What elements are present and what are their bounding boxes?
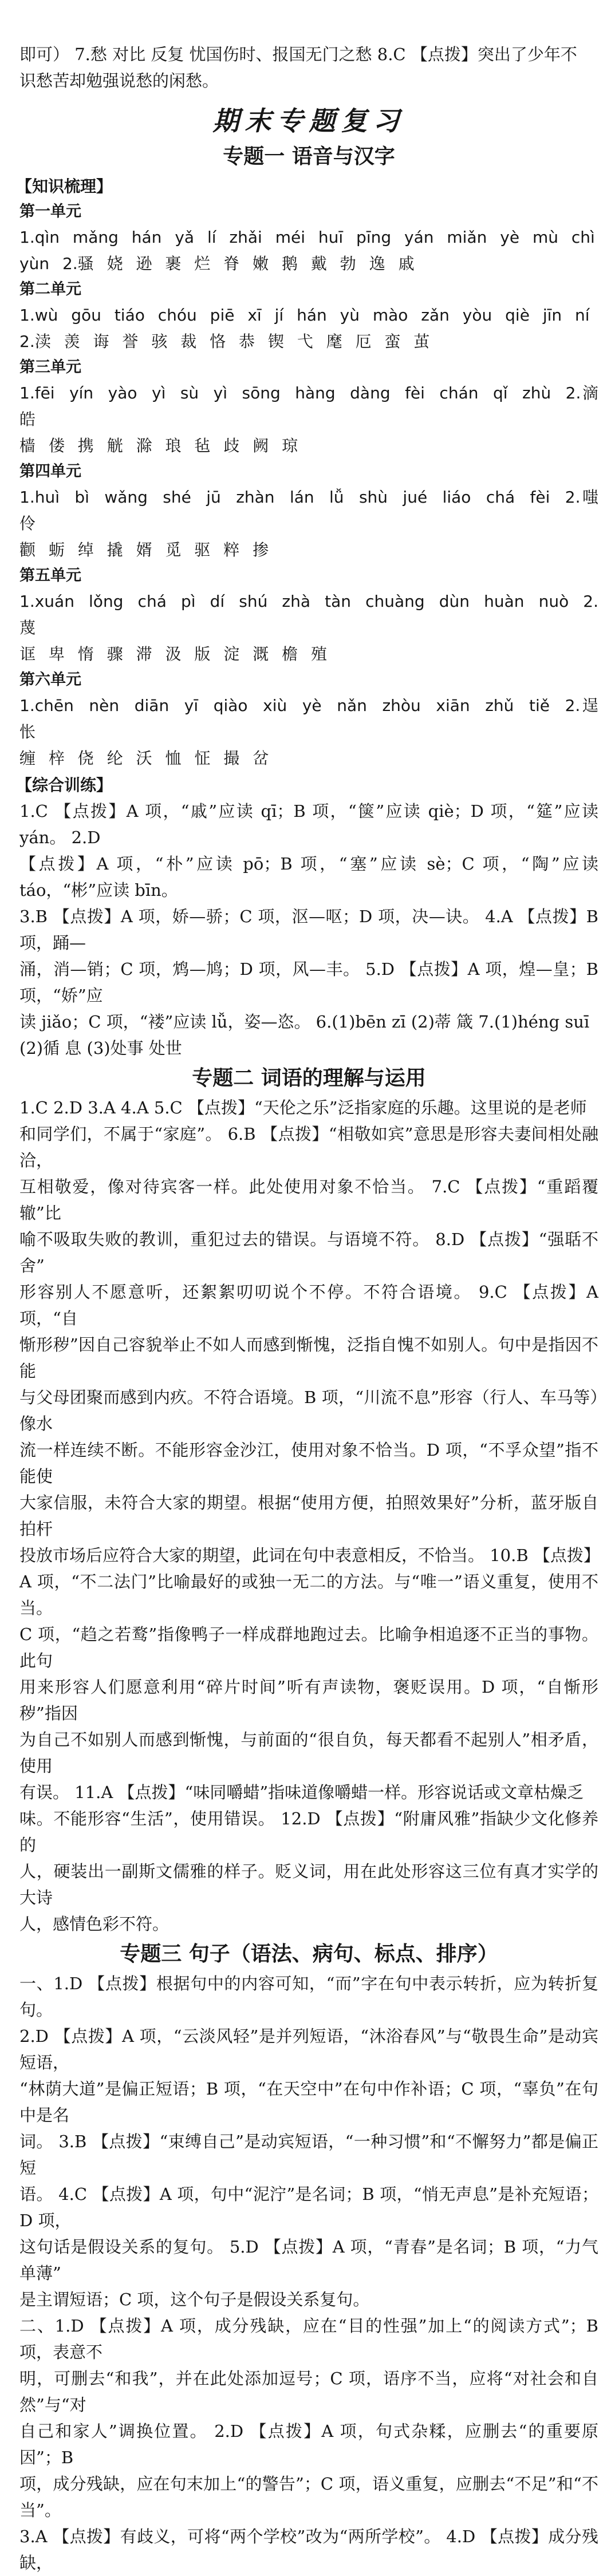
unit-line: 1.chēn nèn diān yī qiào xiù yè nǎn zhòu xiān zhǔ tiě 2.逞 怅 — [19, 696, 598, 741]
main-title: 期末专题复习 — [212, 105, 405, 136]
unit-2 — [19, 277, 598, 355]
unit-title: 第六单元 — [19, 671, 81, 689]
knowledge-label: 【知识梳理】 — [16, 177, 113, 196]
unit-line: 缠 梓 侥 纶 沃 恤 怔 撮 岔 — [19, 749, 269, 768]
unit-5 — [19, 563, 598, 667]
unit-line: yùn 2.骚 娆 逊 裹 烂 脊 嫩 鹅 戴 勃 逸 戚 — [19, 254, 415, 273]
topic3-line: 2.D 【点拨】A 项，“云淡风轻”是并列短语，“沐浴春风”与“敬畏生命”是动宾短语， — [19, 2026, 598, 2072]
unit-line: 诓 卑 惰 骤 滞 汲 版 淀 溉 檐 殖 — [19, 645, 328, 663]
unit-line: 1.huì bì wǎng shé jū zhàn lán lǚ shù jué liáo chá fèi 2.嗤 伶 — [19, 488, 598, 533]
topic2-line: 人，感情色彩不符。 — [19, 1914, 169, 1934]
topic2-line: 用来形容人们愿意利用“碎片时间”听有声读物，褒贬误用。D 项，“自惭形秽”指因 — [19, 1677, 598, 1723]
topic3-line: 是主谓短语；C 项，这个句子是假设关系复句。 — [19, 2290, 370, 2309]
topic3-line: 语。 4.C 【点拨】A 项，句中“泥泞”是名词；B 项，“悄无声息”是补充短语；D 项， — [19, 2184, 598, 2230]
topic3-block — [19, 1970, 598, 2576]
topic1-title: 专题一 语音与汉字 — [223, 144, 395, 168]
topic3-line: 自己和家人”调换位置。 2.D 【点拨】A 项，句式杂糅，应删去“的重要原因”；B — [19, 2421, 598, 2467]
unit-4 — [19, 459, 598, 563]
training-line: 读 jiǎo；C 项，“褛”应读 lǚ，姿—恣。 6.(1)bēn zī (2)蒂 箴 7.(1)héng suī — [19, 1012, 590, 1032]
unit-line: 樯 偻 携 觥 滁 琅 毡 歧 阙 琼 — [19, 436, 298, 455]
topic2-line: 人，硬装出一副斯文儒雅的样子。贬义词，用在此处形容这三位有真才实学的大诗 — [19, 1862, 598, 1907]
unit-title: 第二单元 — [19, 280, 81, 298]
topic3-line: “林荫大道”是偏正短语；B 项，“在天空中”在句中作补语；C 项，“辜负”在句中是名 — [19, 2079, 598, 2125]
topic3-line: 一、1.D 【点拨】根据句中的内容可知，“而”字在句中表示转折，应为转折复句。 — [19, 1974, 598, 2020]
unit-line: 1.wù gōu tiáo chóu piē xī jí hán yù mào zǎn yòu qiè jīn ní — [19, 306, 590, 325]
training-line: 【点拨】A 项，“朴”应读 pō；B 项，“塞”应读 sè；C 项，“陶”应读 táo，“彬”应读 bīn。 — [19, 854, 598, 900]
topic2-title: 专题二 词语的理解与运用 — [192, 1066, 426, 1090]
topic2-line: 流一样连续不断。不能形容金沙江，使用对象不恰当。D 项，“不孚众望”指不能使 — [19, 1440, 598, 1486]
unit-line: 2.渎 羡 诲 誉 骇 裁 恪 恭 锲 弋 麾 厄 蛮 茧 — [19, 332, 430, 351]
intro-line-2: 识愁苦却勉强说愁的闲愁。 — [19, 71, 219, 90]
training-line: 涌，消—销；C 项，鸩—鸠；D 项，风—丰。 5.D 【点拨】A 项，煌—皇；B 项，“娇”应 — [19, 959, 598, 1005]
topic2-line: 1.C 2.D 3.A 4.A 5.C 【点拨】“天伦之乐”泛指家庭的乐趣。这里说的是老师 — [19, 1098, 587, 1117]
topic2-block — [19, 1095, 598, 1937]
topic2-line: 有误。 11.A 【点拨】“味同嚼蜡”指味道像嚼蜡一样。形容说话或文章枯燥乏 — [19, 1783, 584, 1802]
unit-title: 第四单元 — [19, 463, 81, 480]
topic2-line: 互相敬爱，像对待宾客一样。此处使用对象不恰当。 7.C 【点拨】“重蹈覆辙”比 — [19, 1177, 598, 1223]
unit-1 — [19, 199, 598, 277]
topic2-line: 惭形秽”因自己容貌举止不如人而感到惭愧，泛指自愧不如别人。句中是指因不能 — [19, 1335, 598, 1381]
topic3-line: 这句话是假设关系的复句。 5.D 【点拨】A 项，“青春”是名词；B 项，“力气单薄” — [19, 2237, 598, 2283]
topic3-line: 项，成分残缺，应在句末加上“的警告”；C 项，语义重复，应删去“不足”和“不当”。 — [19, 2474, 598, 2520]
topic3-line: 词。 3.B 【点拨】“束缚自己”是动宾短语，“一种习惯”和“不懈努力”都是偏正短 — [19, 2132, 598, 2178]
unit-line: 颧 蛎 绰 撬 婿 觅 驱 粹 掺 — [19, 540, 269, 559]
topic2-line: 喻不吸取失败的教训，重犯过去的错误。与语境不符。 8.D 【点拨】“强聒不舍” — [19, 1230, 598, 1275]
topic2-line: 与父母团聚而感到内疚。不符合语境。B 项，“川流不息”形容（行人、车马等）像水 — [19, 1388, 598, 1433]
unit-title: 第一单元 — [19, 203, 81, 220]
unit-title: 第三单元 — [19, 358, 81, 376]
topic2-line: 形容别人不愿意听，还絮絮叨叨说个不停。不符合语境。 9.C 【点拨】A 项，“自 — [19, 1282, 598, 1328]
training-line: 3.B 【点拨】A 项，娇—骄；C 项，沤—呕；D 项，决—诀。 4.A 【点拨】B 项，踊— — [19, 907, 598, 953]
topic3-title: 专题三 句子（语法、病句、标点、排序） — [120, 1942, 498, 1966]
topic2-line: 大家信服，未符合大家的期望。根据“使用方便，拍照效果好”分析，蓝牙版自拍杆 — [19, 1493, 598, 1539]
unit-title: 第五单元 — [19, 567, 81, 584]
intro-line-1: 即可） 7.愁 对比 反复 忧国伤时、报国无门之愁 8.C 【点拨】突出了少年不 — [19, 45, 577, 64]
topic2-line: 为自己不如别人而感到惭愧，与前面的“很自负，每天都看不起别人”相矛盾，使用 — [19, 1730, 598, 1776]
topic2-line: 投放市场后应符合大家的期望，此词在句中表意相反，不恰当。 10.B 【点拨】 — [19, 1546, 600, 1565]
training-line: 1.C 【点拨】A 项，“戚”应读 qī；B 项，“箧”应读 qiè；D 项，“筵”应读 yán。 2.D — [19, 801, 598, 847]
topic3-line: 二、1.D 【点拨】A 项，成分残缺，应在“目的性强”加上“的阅读方式”；B 项，表意不 — [19, 2316, 598, 2362]
topic2-line: 和同学们，不属于“家庭”。 6.B 【点拨】“相敬如宾”意思是形容夫妻间相处融洽， — [19, 1124, 598, 1170]
unit-6 — [19, 667, 598, 772]
topic3-line: 3.A 【点拨】有歧义，可将“两个学校”改为“两所学校”。 4.D 【点拨】成分残缺， — [19, 2527, 598, 2573]
topic2-line: A 项，“不二法门”比喻最好的或独一无二的方法。与“唯一”语义重复，使用不当。 — [19, 1572, 598, 1618]
training-block — [19, 798, 598, 1061]
unit-3 — [19, 355, 598, 459]
training-line: (2)循 息 (3)处事 处世 — [19, 1038, 182, 1058]
unit-line: 1.fēi yín yào yì sù yì sōng hàng dàng fèi chán qǐ zhù 2.滴 皓 — [19, 384, 598, 429]
training-label: 【综合训练】 — [16, 776, 113, 795]
topic2-line: 味。不能形容“生活”，使用错误。 12.D 【点拨】“附庸风雅”指缺少文化修养的 — [19, 1809, 598, 1855]
unit-line: 1.xuán lǒng chá pì dí shú zhà tàn chuàng dùn huàn nuò 2.蔑 — [19, 592, 598, 637]
topic3-line: 明，可删去“和我”，并在此处添加逗号；C 项，语序不当，应将“对社会和自然”与“对 — [19, 2369, 598, 2415]
unit-line: 1.qìn mǎng hán yǎ lí zhǎi méi huī pīng yán miǎn yè mù chì — [19, 228, 595, 247]
topic2-line: C 项，“趋之若鹜”指像鸭子一样成群地跑过去。比喻争相追逐不正当的事物。此句 — [19, 1625, 598, 1670]
